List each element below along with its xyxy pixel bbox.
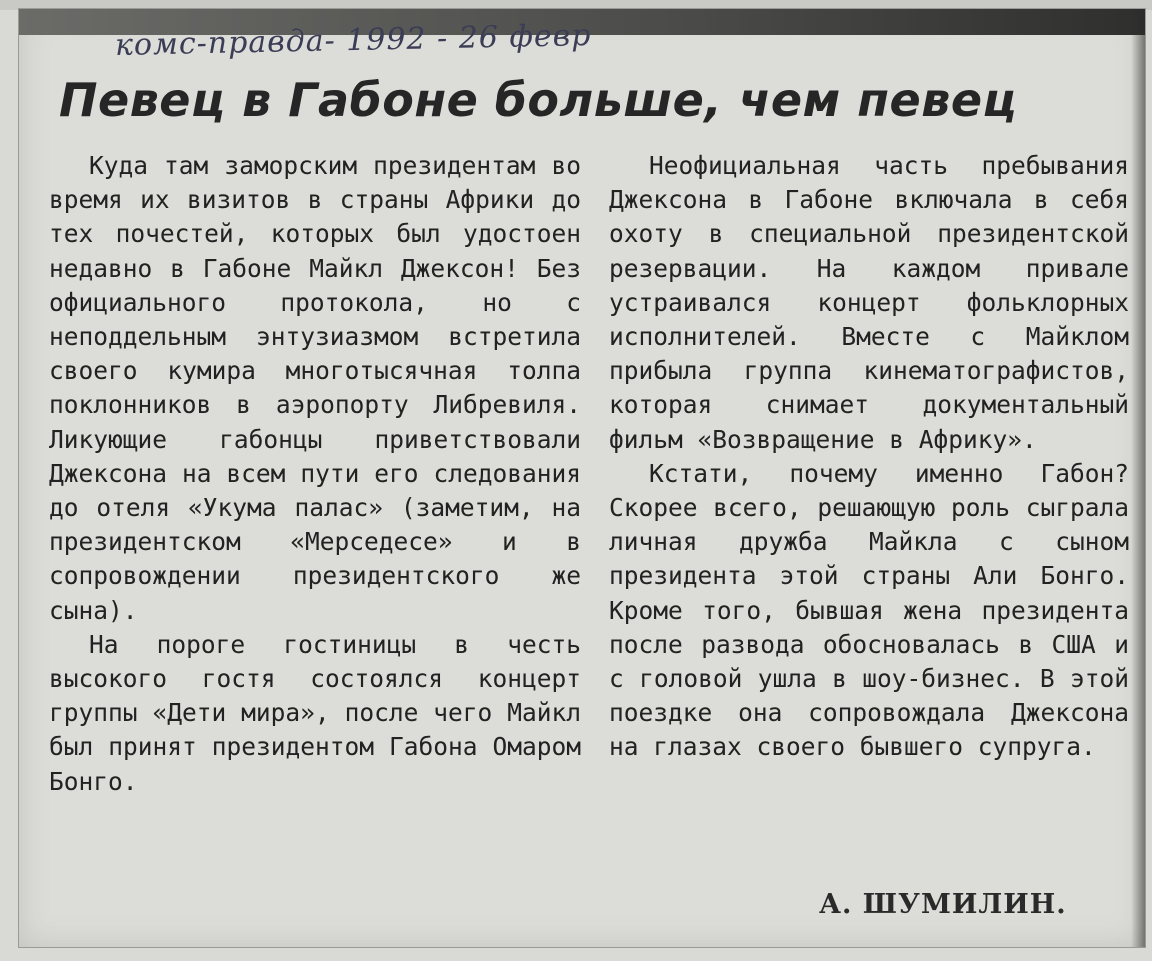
paragraph: Куда там заморским президентам во время их визитов в страны Африки до тех почестей, которых был удостоен недавно в Габоне Майкл Джексон! Без официального протокола, но с неподдельным энтузиазмом встретила своего кумира многотысячная толпа поклонников в аэропорту Либревиля. Ликующие габонцы приветствовали Джексона на всем пути его следования до отеля «Укума палас» (заметим, на президентском «Мерседесе» и в сопровождении президентского же сына).: [49, 151, 581, 625]
paragraph: Неофициальная часть пребывания Джексона в Габоне включала в себя охоту в специальной президентской резервации. На каждом привале устраивался концерт фольклорных исполнителей. Вместе с Майклом прибыла группа кинематографистов, которая снимает документальный фильм «Возвращение в Африку».: [609, 151, 1129, 454]
newspaper-clipping: [18, 8, 1146, 948]
article-column-right: [609, 149, 1129, 765]
clipping-right-edge: [1131, 9, 1145, 947]
paragraph: На пороге гостиницы в честь высокого гостя состоялся концерт группы «Дети мира», после чего Майкл был принят президентом Габона Омаром Бонго.: [49, 629, 581, 796]
article-headline: Певец в Габоне больше, чем певец: [59, 73, 1018, 127]
handwritten-note: комс-правда- 1992 - 26 февр: [114, 18, 592, 63]
author-signature: А. ШУМИЛИН.: [819, 889, 1067, 920]
paragraph: Кстати, почему именно Габон? Скорее всего, решающую роль сыграла личная дружба Майкла с сыном президента этой страны Али Бонго. Кроме того, бывшая жена президента после развода обосновалась в США и с головой ушла в шоу-бизнес. В этой поездке она сопровождала Джексона на глазах своего бывшего супруга.: [609, 458, 1129, 762]
article-column-left: [49, 149, 581, 799]
